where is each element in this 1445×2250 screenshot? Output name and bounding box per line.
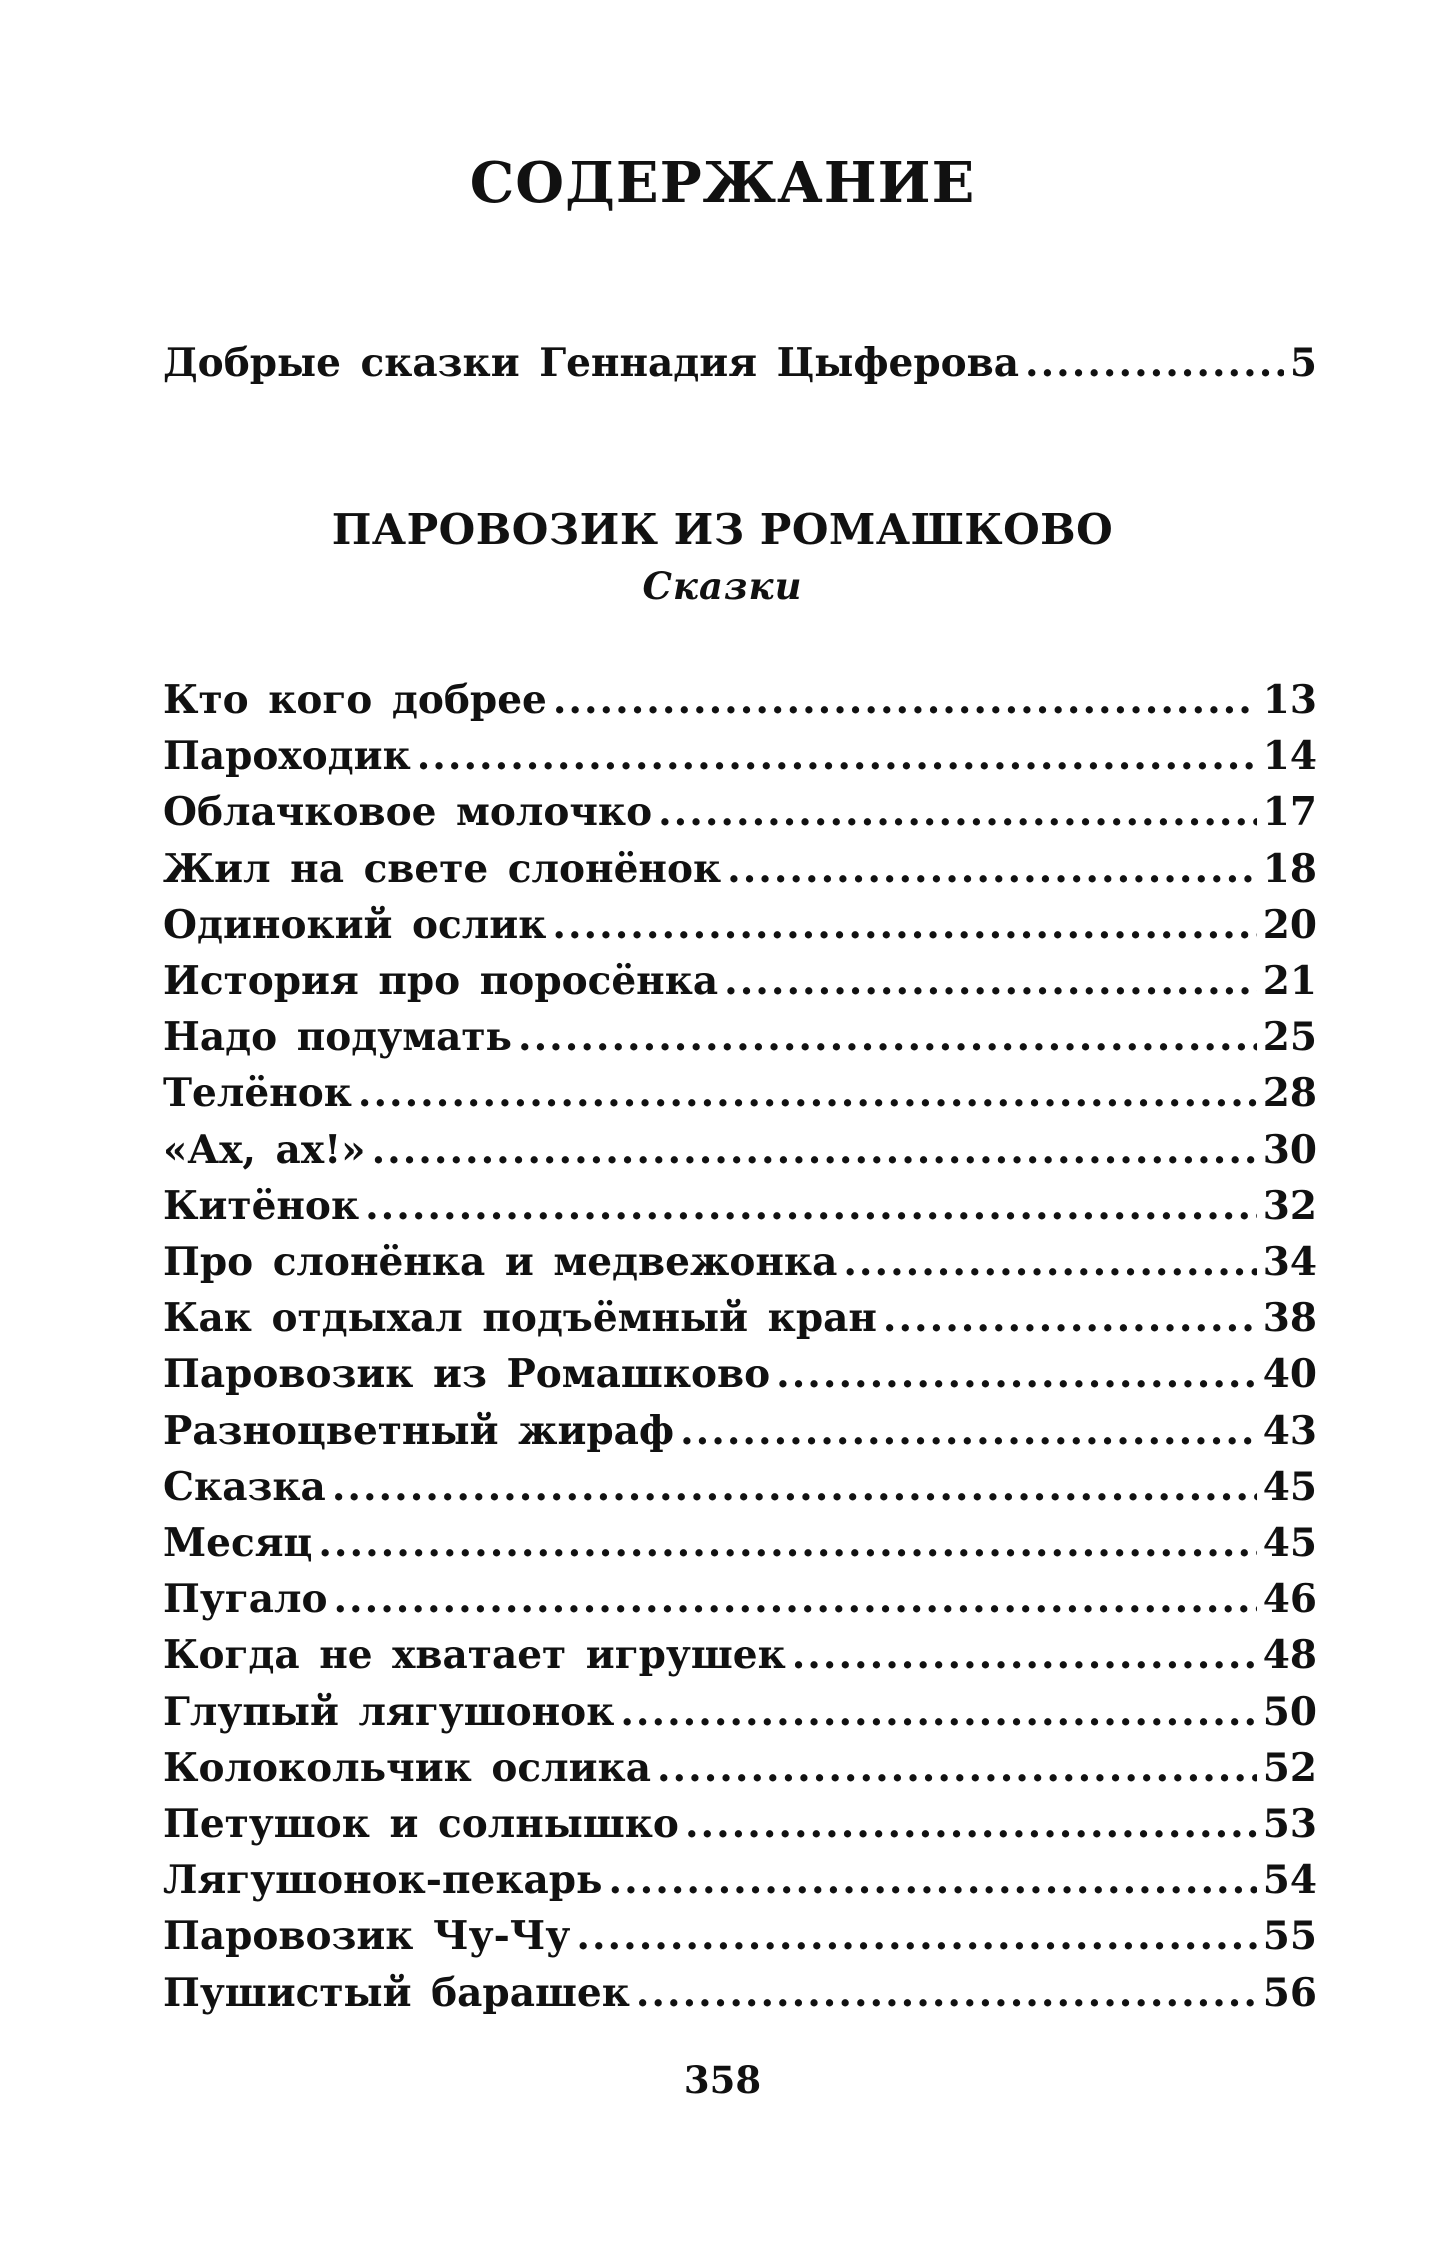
toc-entry <box>163 672 1317 728</box>
dot-leader <box>657 1740 1257 1796</box>
toc-entry-label: Месяц <box>163 1520 313 1566</box>
page-number: 358 <box>683 2058 762 2102</box>
dot-leader <box>365 1178 1257 1234</box>
toc-entry-label: Разноцветный жираф <box>163 1407 675 1454</box>
toc-entry <box>163 1459 1317 1515</box>
toc-entry-label: Когда не хватает игрушек <box>163 1632 786 1679</box>
dot-leader <box>680 1403 1257 1459</box>
page-title: СОДЕРЖАНИЕ <box>469 150 976 216</box>
toc-entry-label: Телёнок <box>163 1070 352 1117</box>
toc-entry-page: 13 <box>1262 677 1317 723</box>
toc-entry <box>163 1403 1317 1459</box>
toc-entry-label: Кто кого добрее <box>163 677 547 723</box>
toc-entry-label: Одинокий ослик <box>163 901 547 948</box>
dot-leader <box>552 897 1256 953</box>
section-subtitle: Сказки <box>642 564 803 608</box>
toc-entry <box>163 1009 1317 1065</box>
dot-leader <box>620 1684 1256 1740</box>
toc-entry-page: 17 <box>1262 789 1317 836</box>
toc-entry <box>163 841 1317 897</box>
dot-leader <box>372 1122 1257 1178</box>
toc-entry-label: Надо подумать <box>163 1014 513 1061</box>
toc-entry-page: 53 <box>1262 1801 1317 1847</box>
toc-entry-label: Пушистый барашек <box>163 1969 630 2016</box>
toc-entry-label: Про слонёнка и медвежонка <box>163 1239 838 1285</box>
dot-leader <box>658 784 1257 840</box>
toc-entry-label: Жил на свете слонёнок <box>163 845 722 892</box>
toc-entry <box>163 728 1317 784</box>
toc-entry-label: История про поросёнка <box>163 958 719 1004</box>
dot-leader <box>518 1009 1257 1065</box>
toc-entry <box>163 1684 1317 1740</box>
toc-entry-label: Колокольчик ослика <box>163 1744 651 1791</box>
dot-leader <box>776 1346 1257 1402</box>
toc-entry <box>163 897 1317 953</box>
toc-entry-page: 25 <box>1262 1014 1317 1061</box>
dot-leader <box>1025 335 1284 391</box>
dot-leader <box>417 728 1257 784</box>
toc-entry <box>163 1122 1317 1178</box>
toc-entry <box>163 1178 1317 1234</box>
dot-leader <box>576 1908 1256 1964</box>
dot-leader <box>553 672 1257 728</box>
toc-entry-page: 20 <box>1262 901 1317 948</box>
toc-entry-label: Лягушонок-пекарь <box>163 1857 603 1904</box>
dot-leader <box>609 1852 1257 1908</box>
toc-entry-page: 54 <box>1262 1857 1317 1904</box>
toc-entry <box>163 1234 1317 1290</box>
toc-entry-label: «Ах, ах!» <box>163 1126 366 1173</box>
toc-entry-page: 21 <box>1262 958 1317 1004</box>
toc-entry-page: 14 <box>1262 733 1317 780</box>
toc-intro-entry <box>163 335 1317 391</box>
toc-entry <box>163 1740 1317 1796</box>
dot-leader <box>843 1234 1256 1290</box>
toc-entry <box>163 784 1317 840</box>
toc-entry-label: Паровозик Чу-Чу <box>163 1913 571 1960</box>
toc-entry-page: 28 <box>1262 1070 1317 1117</box>
toc-entry-page: 32 <box>1262 1182 1317 1229</box>
toc-entry <box>163 1571 1317 1627</box>
toc-entry-page: 38 <box>1262 1295 1317 1342</box>
toc-entry-page: 5 <box>1289 340 1317 386</box>
toc-entry-page: 46 <box>1262 1576 1317 1623</box>
toc-entry <box>163 1346 1317 1402</box>
toc-entry <box>163 1796 1317 1852</box>
toc-entry <box>163 953 1317 1009</box>
toc-entry-label: Добрые сказки Геннадия Цыферова <box>163 340 1020 386</box>
toc-entry-page: 52 <box>1262 1744 1317 1791</box>
toc-entry-page: 34 <box>1262 1239 1317 1285</box>
toc-entry <box>163 1627 1317 1683</box>
toc-entry-page: 50 <box>1262 1688 1317 1735</box>
toc-entry-page: 45 <box>1262 1520 1317 1566</box>
dot-leader <box>883 1290 1257 1346</box>
toc-entry-label: Китёнок <box>163 1182 360 1229</box>
toc-entry-label: Пароходик <box>163 733 411 780</box>
dot-leader <box>792 1627 1257 1683</box>
toc-entry <box>163 1965 1317 2021</box>
dot-leader <box>727 841 1257 897</box>
toc-entry <box>163 1852 1317 1908</box>
toc-entry-label: Петушок и солнышко <box>163 1801 679 1847</box>
dot-leader <box>724 953 1257 1009</box>
toc-entry-page: 30 <box>1262 1126 1317 1173</box>
section-title: ПАРОВОЗИК ИЗ РОМАШКОВО <box>331 505 1114 554</box>
toc-entry <box>163 1290 1317 1346</box>
dot-leader <box>685 1796 1257 1852</box>
toc-entry <box>163 1515 1317 1571</box>
dot-leader <box>636 1965 1257 2021</box>
toc-entry-label: Сказка <box>163 1463 326 1510</box>
dot-leader <box>318 1515 1256 1571</box>
toc-entry-page: 18 <box>1262 845 1317 892</box>
dot-leader <box>358 1065 1257 1121</box>
toc-entry-page: 55 <box>1262 1913 1317 1960</box>
toc-entry-page: 40 <box>1262 1351 1317 1398</box>
toc-entry-label: Как отдыхал подъёмный кран <box>163 1295 877 1342</box>
toc-entry-page: 56 <box>1262 1969 1317 2016</box>
toc-entry <box>163 1908 1317 1964</box>
toc-entry-label: Пугало <box>163 1576 328 1623</box>
toc-entry <box>163 1065 1317 1121</box>
toc-entry-label: Глупый лягушонок <box>163 1688 615 1735</box>
toc-entry-page: 45 <box>1262 1463 1317 1510</box>
toc-entry-page: 43 <box>1262 1407 1317 1454</box>
toc-entry-page: 48 <box>1262 1632 1317 1679</box>
dot-leader <box>332 1459 1257 1515</box>
toc-entry-label: Облачковое молочко <box>163 789 653 836</box>
dot-leader <box>333 1571 1256 1627</box>
toc-entry-label: Паровозик из Ромашково <box>163 1351 771 1398</box>
